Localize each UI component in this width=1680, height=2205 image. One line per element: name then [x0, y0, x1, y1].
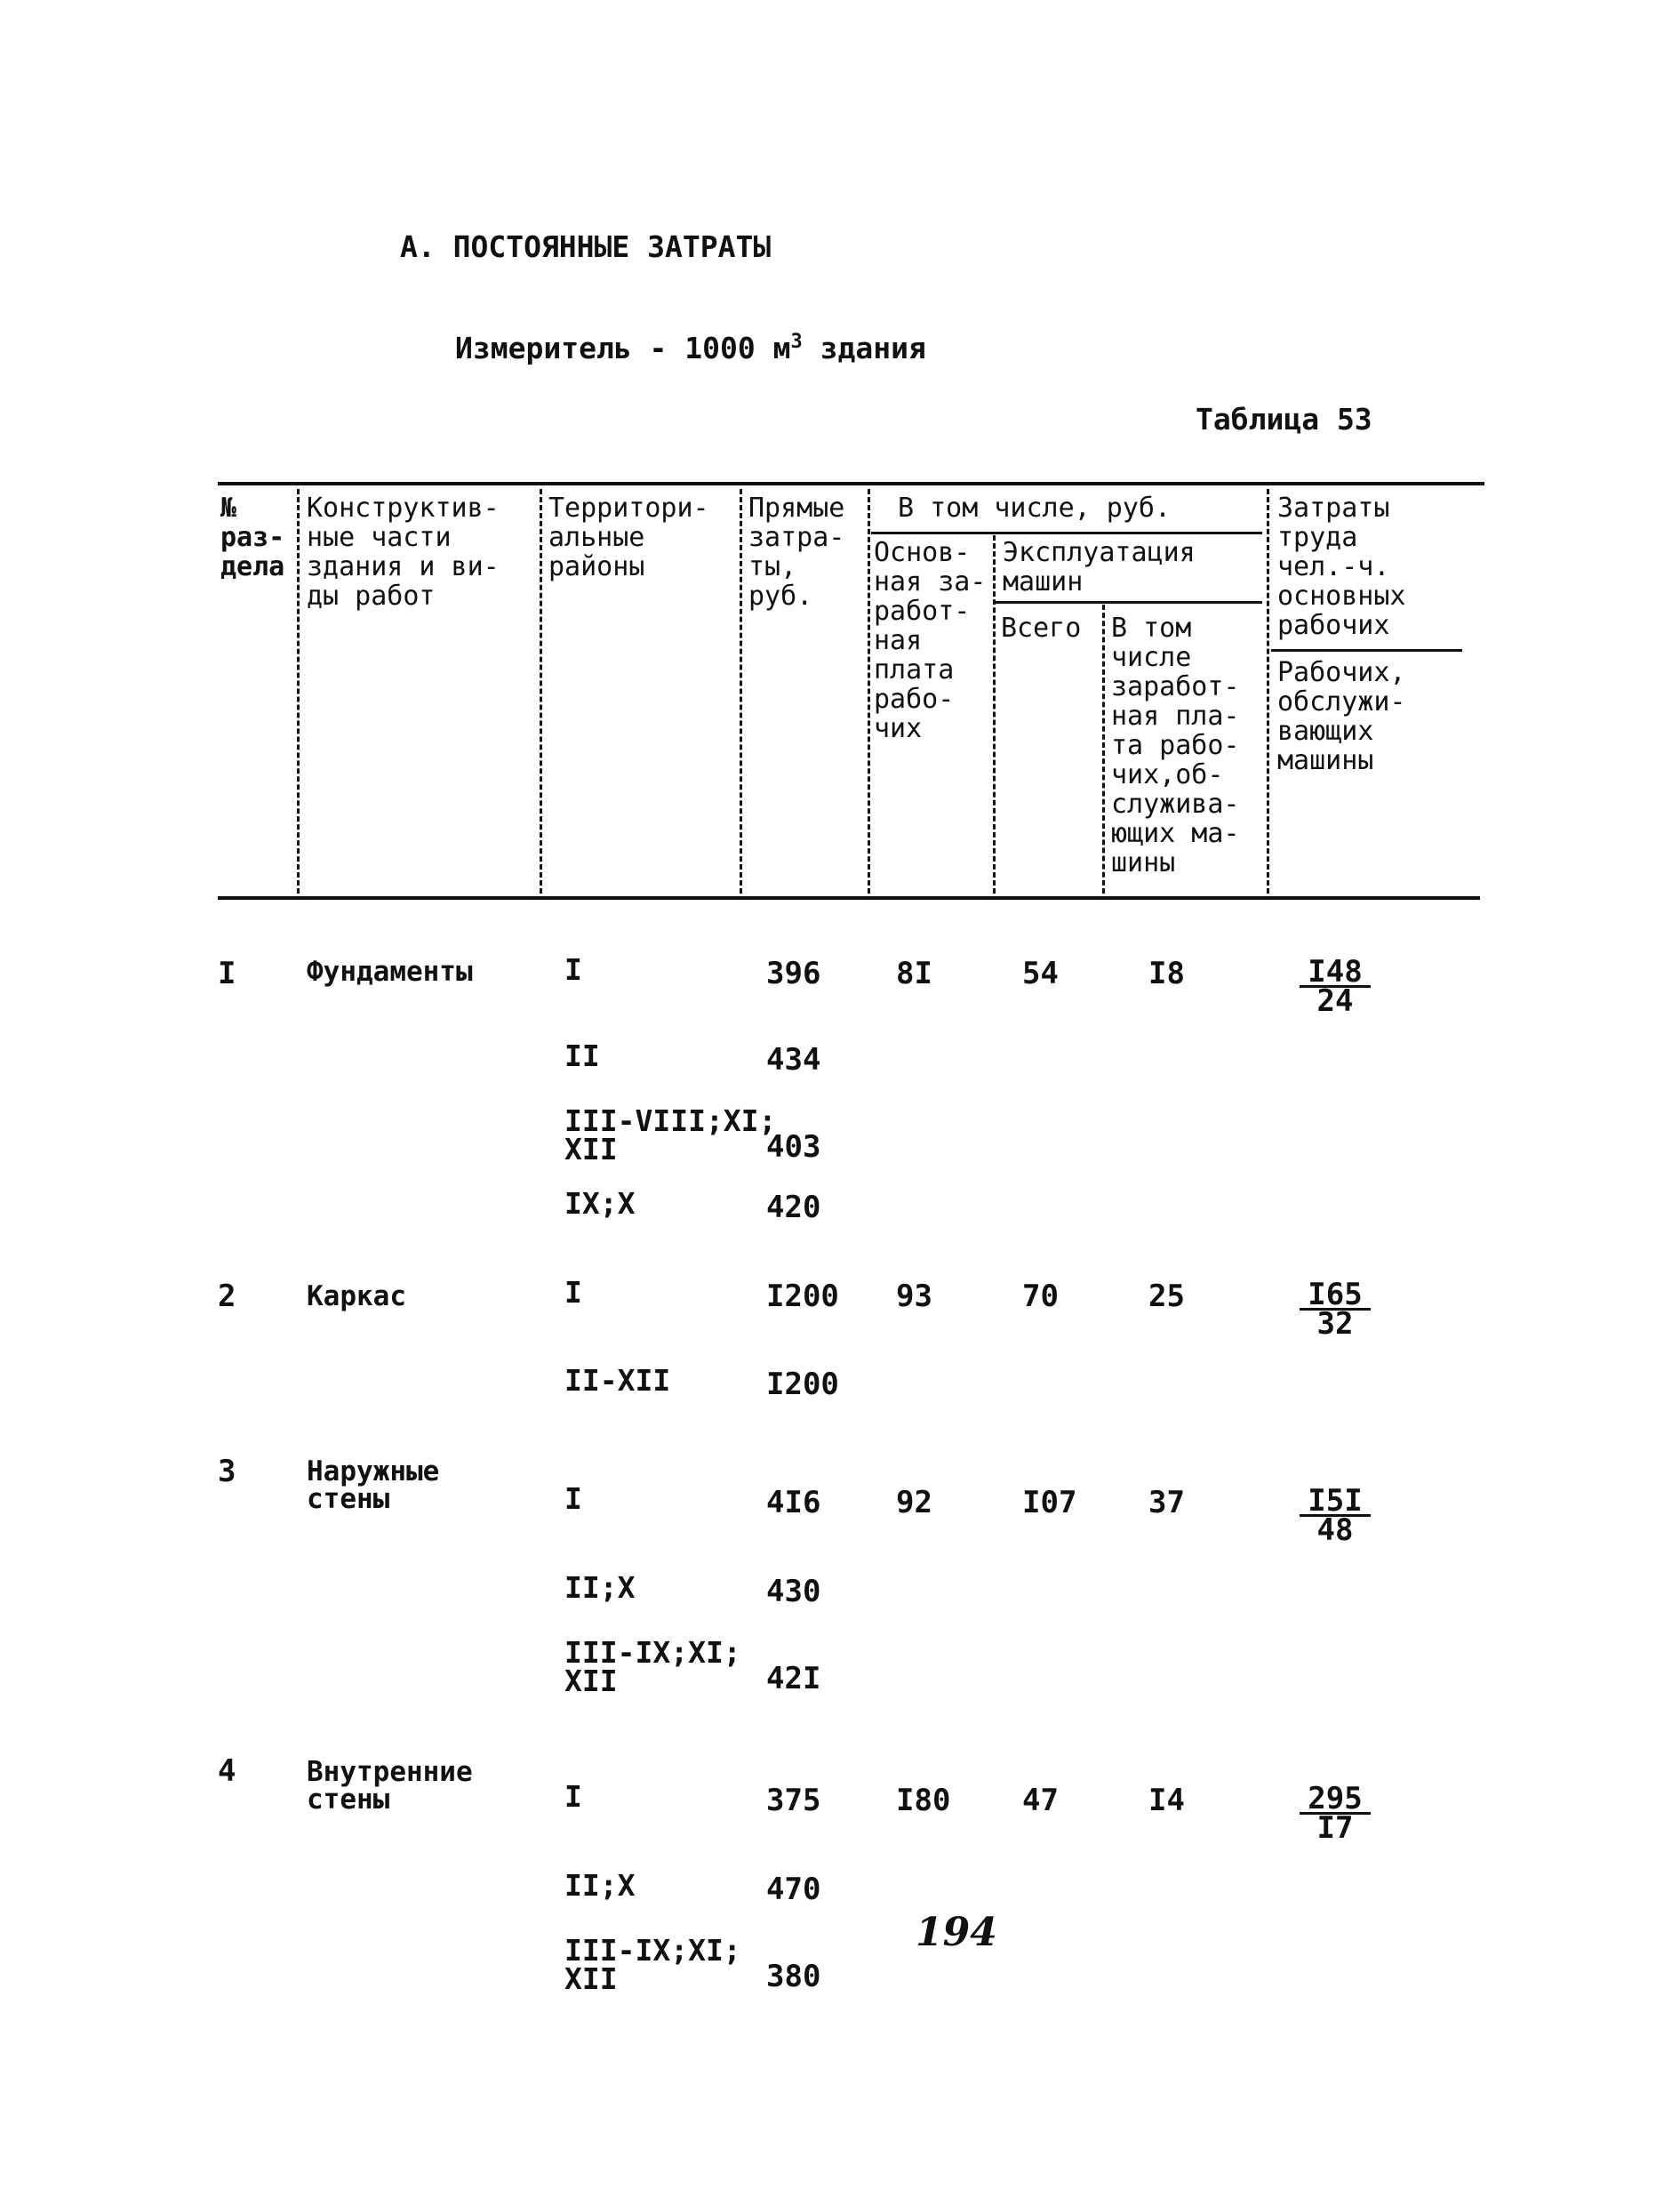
machines-total: 47	[1022, 1783, 1059, 1818]
machine-wages: 25	[1148, 1279, 1185, 1314]
col-divider	[740, 489, 742, 894]
direct-cost: 42I	[766, 1661, 821, 1696]
header-machines-total: Всего	[1001, 613, 1082, 644]
direct-cost: 470	[766, 1872, 821, 1907]
page-number: 194	[916, 1910, 997, 1955]
direct-cost: 375	[766, 1783, 821, 1818]
direct-cost: 380	[766, 1959, 821, 1994]
row-number: I	[218, 956, 236, 991]
basic-wages: 92	[896, 1485, 932, 1520]
row-name: Фундаменты	[307, 956, 473, 988]
col-divider	[540, 489, 542, 894]
territory: I	[564, 952, 582, 987]
direct-cost: 434	[766, 1042, 821, 1078]
territory: II	[564, 1038, 600, 1073]
direct-cost: 396	[766, 956, 821, 991]
machine-wages: I8	[1148, 956, 1185, 991]
direct-cost: I200	[766, 1367, 839, 1402]
header-group-including: В том числе, руб.	[898, 493, 1172, 524]
territory: I	[564, 1481, 582, 1516]
territory: III-VIII;XI; XII	[564, 1103, 777, 1167]
row-number: 3	[218, 1454, 236, 1489]
direct-cost: 4I6	[766, 1485, 821, 1520]
col-divider	[868, 489, 870, 894]
col-divider	[297, 489, 300, 894]
labor-fraction	[1300, 1483, 1371, 1548]
header-top-rule	[218, 482, 1484, 485]
labor-machines: I7	[1316, 1810, 1354, 1846]
territory: I	[564, 1275, 582, 1310]
header-structural-parts: Конструктив- ные части здания и ви- ды работ	[307, 493, 500, 612]
measure-prefix: Измеритель - 1000 м	[455, 331, 791, 365]
machine-wages: 37	[1148, 1485, 1185, 1520]
labor-main: I65	[1300, 1281, 1371, 1311]
labor-fraction	[1300, 1781, 1371, 1846]
territory: II;X	[564, 1570, 636, 1605]
territory: II;X	[564, 1868, 636, 1903]
header-machine-operation: Эксплуатация машин	[1003, 537, 1196, 597]
header-basic-wages: Основ- ная за- работ- ная плата рабо- чих	[874, 537, 987, 744]
labor-main: I5I	[1300, 1487, 1371, 1517]
row-number: 2	[218, 1279, 236, 1314]
labor-fraction	[1300, 1277, 1371, 1342]
labor-main: 295	[1300, 1785, 1371, 1815]
row-name: Наружные стены	[307, 1455, 440, 1515]
labor-machines: 24	[1316, 983, 1354, 1019]
table-label: Таблица 53	[1196, 402, 1372, 437]
territory: II-XII	[564, 1363, 671, 1398]
col-divider	[1267, 489, 1269, 894]
territory: III-IX;XI; XII	[564, 1635, 741, 1698]
machines-total: 54	[1022, 956, 1059, 991]
basic-wages: I80	[896, 1783, 951, 1818]
measure-sup: 3	[790, 331, 803, 353]
measure-unit	[455, 331, 926, 365]
machines-rule	[994, 601, 1262, 604]
col-divider	[1102, 605, 1105, 894]
row-name: Внутренние стены	[307, 1756, 473, 1816]
machines-total: 70	[1022, 1279, 1059, 1314]
direct-cost: 420	[766, 1190, 821, 1225]
row-number: 4	[218, 1753, 236, 1789]
labor-machines: 32	[1316, 1306, 1354, 1342]
header-labor-machines: Рабочих, обслужи- вающих машины	[1277, 657, 1406, 776]
header-territorial-areas: Территори- альные районы	[548, 493, 709, 582]
col-divider	[993, 535, 996, 894]
header-machine-wages: В том числе заработ- ная пла- та рабо- чих,об- служива- ющих ма- шины	[1111, 613, 1240, 878]
labor-main: I48	[1300, 958, 1371, 988]
territory: IX;X	[564, 1186, 636, 1221]
direct-cost: I200	[766, 1279, 839, 1314]
header-section-no: № раз- дела	[220, 493, 285, 582]
group-rule	[871, 532, 1262, 534]
header-direct-costs: Прямые затра- ты, руб.	[748, 493, 845, 612]
territory: I	[564, 1779, 582, 1814]
header-bottom-rule	[218, 896, 1480, 900]
labor-machines: 48	[1316, 1512, 1354, 1548]
basic-wages: 93	[896, 1279, 932, 1314]
basic-wages: 8I	[896, 956, 932, 991]
labor-rule	[1271, 649, 1462, 652]
direct-cost: 403	[766, 1129, 821, 1165]
header-labor-main: Затраты труда чел.-ч. основных рабочих	[1277, 493, 1406, 641]
direct-cost: 430	[766, 1574, 821, 1609]
machines-total: I07	[1022, 1485, 1077, 1520]
measure-suffix: здания	[802, 331, 926, 365]
row-name: Каркас	[307, 1280, 406, 1312]
territory: III-IX;XI; XII	[564, 1933, 741, 1996]
machine-wages: I4	[1148, 1783, 1185, 1818]
labor-fraction	[1300, 954, 1371, 1019]
section-title: А. ПОСТОЯННЫЕ ЗАТРАТЫ	[400, 229, 772, 264]
